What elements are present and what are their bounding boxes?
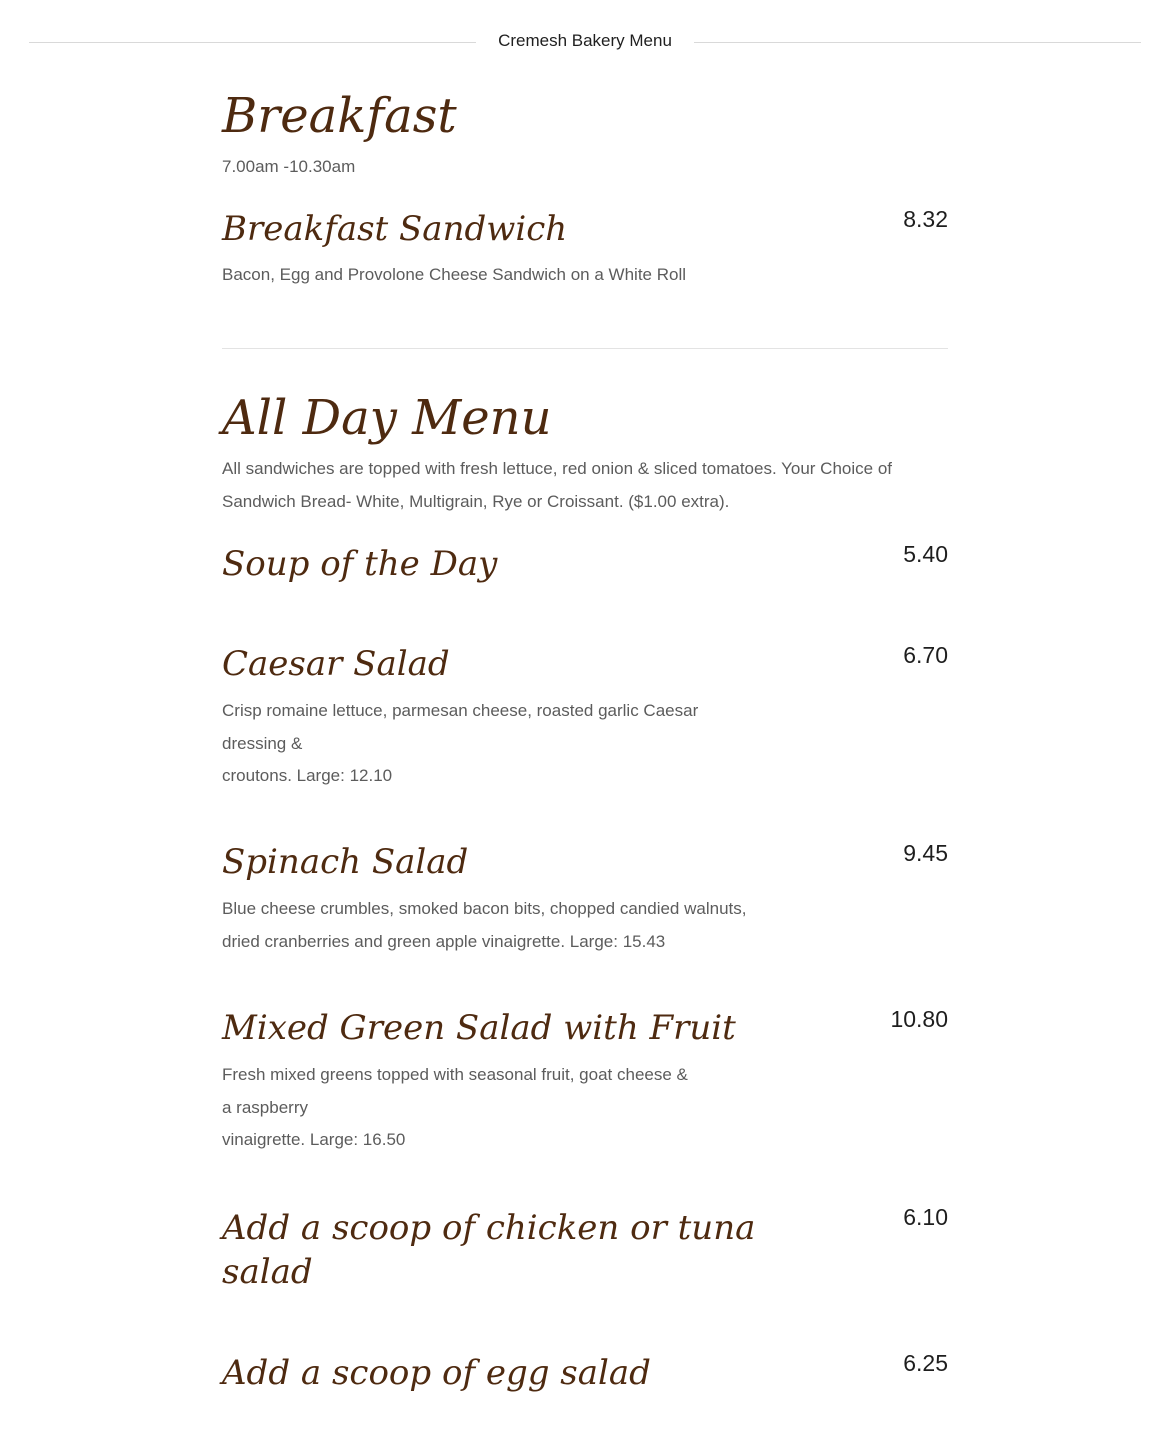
all-day-intro-line: Sandwich Bread- White, Multigrain, Rye or Croissant. ($1.00 extra). [222,492,730,511]
menu-item-price-chicken-tuna-scoop: 6.10 [903,1204,948,1230]
menu-item-price-mixed-green-salad: 10.80 [890,1006,948,1032]
menu-item-price-egg-salad-scoop: 6.25 [903,1350,948,1376]
menu-item-name-caesar-salad: Caesar Salad [222,644,450,684]
section-divider [222,348,948,349]
section-title-breakfast: Breakfast [222,88,457,144]
description-line: a raspberry [222,1097,308,1117]
description-line: dressing & [222,733,303,753]
item-name-line: salad [222,1252,313,1292]
page-title: Cremesh Bakery Menu [498,31,672,50]
description-line: Fresh mixed greens topped with seasonal fruit, goat cheese & [222,1065,688,1084]
item-name-line: Add a scoop of chicken or tuna [222,1208,756,1248]
menu-item-name-soup: Soup of the Day [222,544,498,584]
section-title-all-day: All Day Menu [222,390,552,446]
description-line: dried cranberries and green apple vinaigrette. Large: 15.43 [222,931,666,951]
menu-item-price-soup: 5.40 [903,541,948,567]
menu-item-price-breakfast-sandwich: 8.32 [903,206,948,232]
description-line: vinaigrette. Large: 16.50 [222,1130,406,1149]
breakfast-hours: 7.00am -10.30am [222,157,356,176]
menu-item-name-spinach-salad: Spinach Salad [222,842,469,882]
description-line: Crisp romaine lettuce, parmesan cheese, roasted garlic Caesar [222,701,699,720]
menu-item-description-breakfast-sandwich: Bacon, Egg and Provolone Cheese Sandwich on a White Roll [222,265,687,284]
menu-item-description-caesar-salad [222,695,698,793]
description-line: croutons. Large: 12.10 [222,766,393,785]
header-divider-left [29,42,476,43]
menu-item-name-egg-salad-scoop: Add a scoop of egg salad [222,1353,651,1393]
header-divider-right [694,42,1141,43]
menu-item-price-caesar-salad: 6.70 [903,642,948,668]
menu-item-name-chicken-tuna-scoop [222,1206,755,1294]
page-header [0,0,1170,84]
menu-item-name-breakfast-sandwich: Breakfast Sandwich [222,209,568,249]
menu-item-description-spinach-salad [222,893,746,958]
menu-item-description-mixed-green-salad [222,1059,688,1157]
all-day-intro [222,452,892,518]
menu-item-price-spinach-salad: 9.45 [903,840,948,866]
menu-item-name-mixed-green-salad: Mixed Green Salad with Fruit [222,1008,736,1048]
all-day-intro-line: All sandwiches are topped with fresh lettuce, red onion & sliced tomatoes. Your Choice of [222,459,892,478]
description-line: Blue cheese crumbles, smoked bacon bits, chopped candied walnuts, [222,899,747,918]
